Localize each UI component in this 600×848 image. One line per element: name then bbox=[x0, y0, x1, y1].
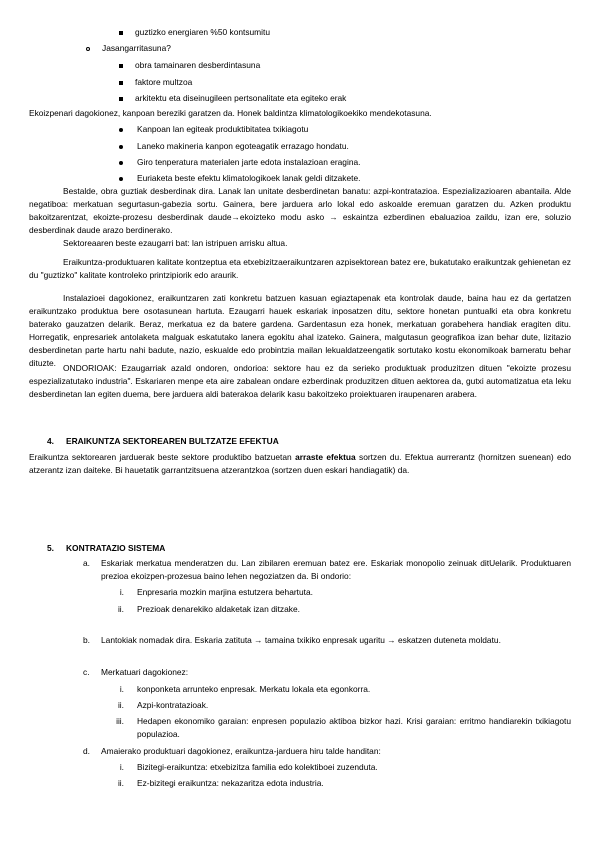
section-title: KONTRATAZIO SISTEMA bbox=[66, 543, 166, 553]
dot-bullet-icon bbox=[119, 128, 123, 132]
square-bullet-icon bbox=[119, 81, 123, 85]
paragraph: Bestalde, obra guztiak desberdinak dira. Lanak lan unitate desberdinetan banatu: azpi-kontratazioa. Espezializazioaren abantaila. Alde negatiboa: merkatuan segurtasun-gabezia sortu. Gainera, bere jarduera arlo lokal edo askoalde eremuan garatzen du. Azken produktu bakoitzarentzat, ekoizte-prozesu desberdinak daude→ekoizteko modu asko → eskaintza ezberdinen ebaluazioa zaildu, izan ere, soluzio desberdinak daude arazo berdinerako. bbox=[29, 186, 571, 235]
paragraph bbox=[29, 451, 571, 477]
list-item: Amaierako produktuari dagokionez, eraikuntza-jarduera hiru talde handitan: bbox=[101, 746, 381, 756]
list-label: ii. bbox=[117, 700, 124, 710]
list-item: arkitektu eta diseinugileen pertsonalitate eta egiteko erak bbox=[135, 93, 347, 103]
list-label: d. bbox=[83, 746, 90, 756]
list-label: ii. bbox=[117, 778, 124, 788]
list-label: c. bbox=[83, 667, 90, 677]
dot-bullet-icon bbox=[119, 145, 123, 149]
text-span: Eraikuntza sektorearen jarduerak beste sektore produktibo batzuetan bbox=[29, 452, 296, 462]
list-item: faktore multzoa bbox=[135, 77, 193, 87]
list-label: a. bbox=[83, 558, 90, 568]
section-title: ERAIKUNTZA SEKTOREAREN BULTZATZE EFEKTUA bbox=[66, 436, 279, 446]
ondorioak-text: : Ezaugarriak azald ondoren, ondorioa: sektore hau ez da serieko produktuak produzitzen dituen "ekoizte prozesu espezializatutako industria". Eskariaren menpe eta aire zabalean ondare ezberdinak produzitzen dituen aektorea da, gutxi automatizatua eta leku desberdinetan lan egiten duema, bere jarduera aldi baterakoa delarik kasu bakoitzeko proiektuaren iraupenaren arabera. bbox=[29, 363, 571, 399]
dot-bullet-icon bbox=[119, 161, 123, 165]
paragraph: Sektoreaaren beste ezaugarri bat: lan istripuen arrisku altua. bbox=[63, 238, 288, 248]
text-span: sortzen du. Efektua aurrerantz (hornitzen suenean) edo atzerantz izan daiteke. Bi hauetatik garrantzitsuena atzerantzkoa (sortzen duen eskari handiagatik) da. bbox=[29, 452, 571, 475]
list-item: Enpresaria mozkin marjina estutzera behartuta. bbox=[137, 587, 313, 597]
list-item: Eskariak merkatua menderatzen du. Lan zibilaren eremuan batez ere. Eskariak monopolio zeinuak ditUelarik. Produktuaren prezioa ekoizpen-prozesua baino lehen negoziatzen da. Bi ondorio: bbox=[101, 558, 571, 581]
list-item: Kanpoan lan egiteak produktibitatea txikiagotu bbox=[137, 124, 309, 134]
list-item: Merkatuari dagokionez: bbox=[101, 667, 189, 677]
section-number: 5. bbox=[47, 543, 54, 553]
circle-bullet-icon bbox=[86, 47, 90, 51]
list-item: Azpi-kontratazioak. bbox=[137, 700, 209, 710]
list-label: i. bbox=[119, 587, 124, 597]
square-bullet-icon bbox=[119, 97, 123, 101]
list-label: iii. bbox=[116, 716, 124, 726]
list-item: Lantokiak nomadak dira. Eskaria zatituta → tamaina txikiko enpresak ugaritu → eskatzen duteneta moldatu. bbox=[101, 635, 501, 645]
list-item: Ez-bizitegi eraikuntza: nekazaritza edota industria. bbox=[137, 778, 324, 788]
list-label: i. bbox=[119, 684, 124, 694]
list-item: Euriaketa beste efektu klimatologikoek lanak geldi ditzakete. bbox=[137, 173, 361, 183]
ondorioak-label: ONDORIOAK bbox=[63, 363, 115, 373]
paragraph: Instalazioei dagokionez, eraikuntzaren zati konkretu batzuen kasuan egiaztapenak eta kontrolak daude, baina hau ez da gertatzen eraikuntzako produktua bere osotasunean hartuta. Ezaugarri hauek eskariak inposatzen ditu, sektore honetan puntualki eta obra konkretu baterako gauzatzen delarik. Beraz, merkatua ez da batere gardena. Gardentasun eza honek, merkatuan gorabehera handiak eragiten ditu. Horregatik, enpresariek antolaketa malguak eskatutako lanera egokitu ahal izateko. Gainera, malgutasun geografikoa izan behar dute, lizitazio desberdinetan parte hartu nahi badute, nazio, eskualde edo probintzia mailan lekualdatzeengatik sortutako kostu ekonomikoak barneratu behar dituzte. bbox=[29, 293, 571, 368]
list-item: guztizko energiaren %50 kontsumitu bbox=[135, 27, 271, 37]
list-item: Prezioak denarekiko aldaketak izan ditzake. bbox=[137, 604, 300, 614]
list-item: Giro tenperatura materialen jarte edota instalazioan eragina. bbox=[137, 157, 361, 167]
emphasis-text: arraste efektua bbox=[295, 452, 356, 462]
list-label: i. bbox=[119, 762, 124, 772]
list-label: b. bbox=[83, 635, 90, 645]
list-item: Bizitegi-eraikuntza: etxebizitza familia edo kolektiboei zuzenduta. bbox=[137, 762, 378, 772]
list-item: konponketa arrunteko enpresak. Merkatu lokala eta egonkorra. bbox=[137, 684, 371, 694]
dot-bullet-icon bbox=[119, 177, 123, 181]
list-item: Laneko makineria kanpon egoteagatik errazago hondatu. bbox=[137, 141, 349, 151]
paragraph: Ekoizpenari dagokionez, kanpoan bereziki garatzen da. Honek baldintza klimatologikoekiko mendekotasuna. bbox=[29, 108, 432, 118]
section-number: 4. bbox=[47, 436, 54, 446]
square-bullet-icon bbox=[119, 31, 123, 35]
list-label: ii. bbox=[117, 604, 124, 614]
list-item: Jasangarritasuna? bbox=[102, 43, 171, 53]
paragraph: Eraikuntza-produktuaren kalitate kontzeptua eta etxebizitzaeraikuntzaren azpisektorean batez ere, bukatutako eraikuntzak gehienetan ez du "guztizko" kalitate kontroleko printzipiorik edo araurik. bbox=[29, 257, 571, 280]
paragraph bbox=[29, 362, 571, 401]
list-item: obra tamainaren desberdintasuna bbox=[135, 60, 261, 70]
list-item: Hedapen ekonomiko garaian: enpresen populazio aktiboa bizkor hazi. Krisi garaian: erritmo handiarekin txikiagotu populazioa. bbox=[137, 716, 571, 739]
square-bullet-icon bbox=[119, 64, 123, 68]
